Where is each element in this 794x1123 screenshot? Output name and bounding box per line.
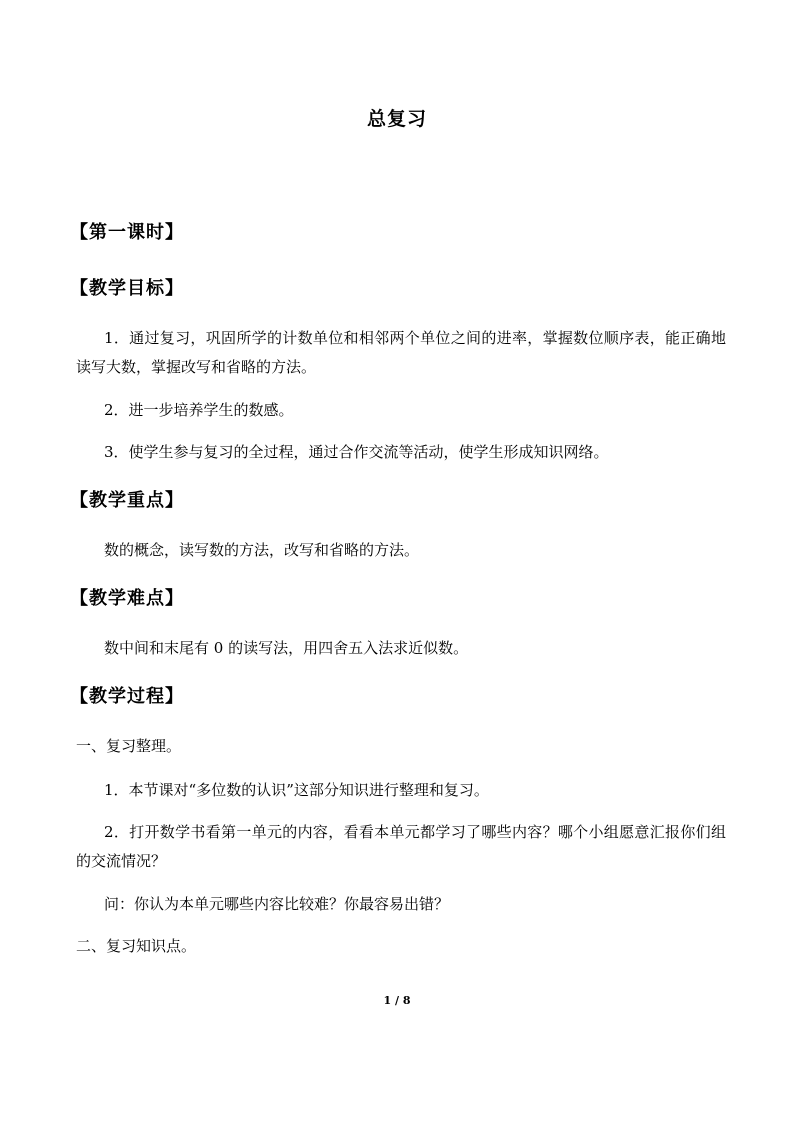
key-points-text: 数的概念，读写数的方法，改写和省略的方法。 xyxy=(104,541,420,559)
process-item-1: 1．本节课对“多位数的认识”这部分知识进行整理和复习。 xyxy=(104,781,489,799)
objective-item-3: 3．使学生参与复习的全过程，通过合作交流等活动，使学生形成知识网络。 xyxy=(104,443,609,461)
process-part2-title: 二、复习知识点。 xyxy=(76,937,197,955)
section-heading-process: 【教学过程】 xyxy=(70,686,184,707)
document-title: 总复习 xyxy=(366,108,427,130)
process-part1-title: 一、复习整理。 xyxy=(76,737,182,755)
section-heading-objectives: 【教学目标】 xyxy=(70,278,184,299)
objective-item-1: 1．通过复习，巩固所学的计数单位和相邻两个单位之间的进率，掌握数位顺序表，能正确地读写大数，掌握改写和省略的方法。 xyxy=(76,329,726,376)
process-item-2: 2．打开数学书看第一单元的内容，看看本单元都学习了哪些内容？哪个小组愿意汇报你们组的交流情况？ xyxy=(76,823,726,870)
difficulties-text: 数中间和末尾有 0 的读写法，用四舍五入法求近似数。 xyxy=(104,639,469,657)
page-indicator: 1 / 8 xyxy=(383,994,411,1007)
section-heading-difficulties: 【教学难点】 xyxy=(70,588,184,609)
section-heading-key-points: 【教学重点】 xyxy=(70,490,184,511)
section-heading-lesson: 【第一课时】 xyxy=(70,222,184,243)
objective-item-2: 2．进一步培养学生的数感。 xyxy=(104,401,294,419)
process-question: 问：你认为本单元哪些内容比较难？你最容易出错？ xyxy=(104,895,450,913)
